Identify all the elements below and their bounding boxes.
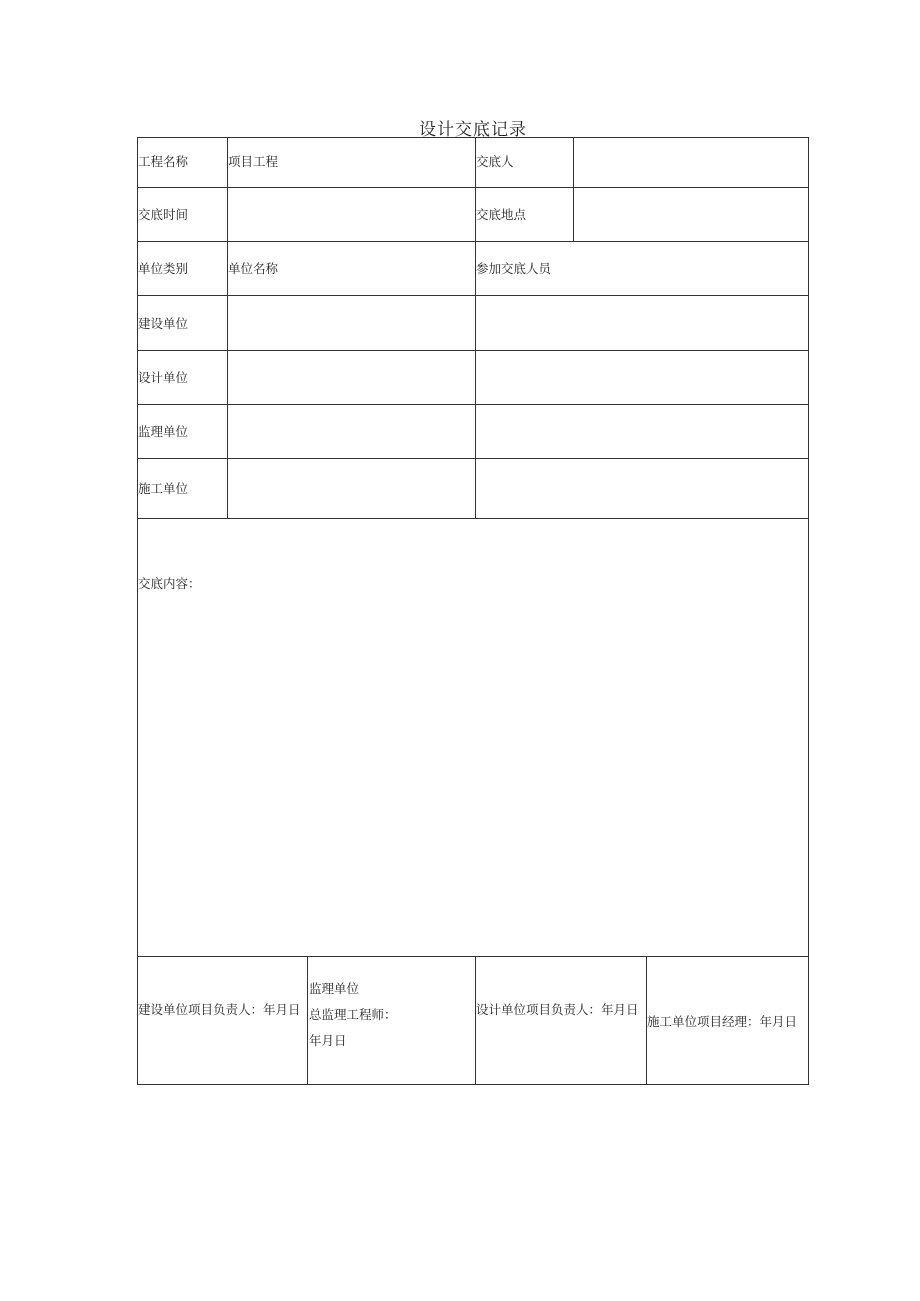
column-divider [573,137,574,241]
supervision-unit-label: 监理单位 [138,424,189,439]
construction-unit-label: 建设单位 [138,316,189,331]
row-divider [137,518,809,519]
supervision-signature-line: 监理单位 [309,981,360,996]
owner-signature: 建设单位项目负责人：年月日 [138,1002,301,1017]
row-divider [137,458,809,459]
column-divider [475,137,476,518]
design-unit-label: 设计单位 [138,370,189,385]
row-divider [137,187,809,188]
project-name-label: 工程名称 [138,154,189,169]
time-label: 交底时间 [138,207,189,222]
unit-type-label: 单位类别 [138,261,189,276]
border-left [137,137,138,1085]
presenter-label: 交底人 [476,154,514,169]
border-right [808,137,809,1085]
column-divider [227,137,228,518]
supervision-signature-line: 总监理工程师： [309,1007,397,1022]
supervision-signature [309,976,471,1054]
attendees-label: 参加交底人员 [476,261,552,276]
content-label: 交底内容： [138,576,201,591]
location-label: 交底地点 [476,207,527,222]
row-divider [137,350,809,351]
supervision-signature-line: 年月日 [309,1033,347,1048]
row-divider [137,241,809,242]
border-top [137,137,809,138]
project-name-value: 项目工程 [228,154,279,169]
unit-name-label: 单位名称 [228,261,279,276]
row-divider [137,295,809,296]
document-title: 设计交底记录 [419,120,527,140]
design-signature: 设计单位项目负责人：年月日 [476,1002,639,1017]
row-divider [137,404,809,405]
builder-signature: 施工单位项目经理：年月日 [647,1014,798,1029]
design-disclosure-form [137,137,809,1085]
border-bottom [137,1084,809,1085]
builder-unit-label: 施工单位 [138,481,189,496]
row-divider [137,956,809,957]
column-divider [307,956,308,1084]
